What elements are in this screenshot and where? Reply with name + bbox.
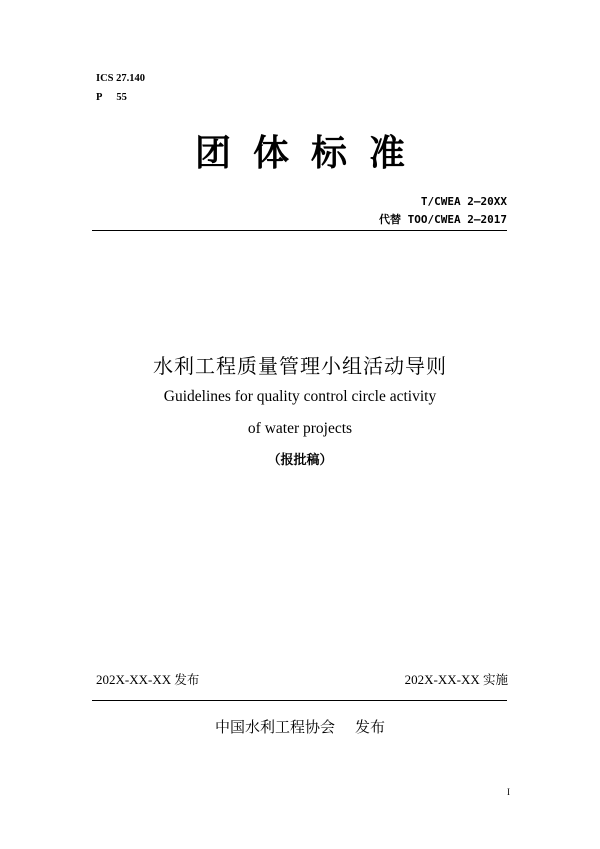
publish-date-value: 202X-XX-XX (96, 672, 172, 687)
document-title-english-line1: Guidelines for quality control circle activity (163, 388, 437, 405)
classification-label: P (96, 92, 103, 103)
standard-type-heading: 团体标准 (194, 132, 427, 174)
page-number: I (507, 787, 510, 797)
implement-date-value: 202X-XX-XX (404, 672, 480, 687)
publish-date-label: 发布 (174, 672, 200, 687)
publisher-organization: 中国水利工程协会 (214, 718, 335, 736)
classification-code (96, 91, 127, 104)
ics-code: ICS 27.140 (96, 73, 146, 84)
classification-value: 55 (116, 92, 127, 103)
implement-date (405, 671, 508, 689)
implement-date-label: 实施 (482, 672, 508, 687)
top-divider (92, 230, 507, 231)
document-title-english-line2: of water projects (247, 420, 353, 437)
document-title-chinese: 水利工程质量管理小组活动导则 (153, 354, 447, 378)
draft-status: （报批稿） (267, 453, 333, 468)
publisher-action: 发布 (355, 718, 386, 736)
standard-code: T/CWEA 2—20XX (420, 195, 507, 208)
publisher-line (0, 716, 600, 738)
bottom-divider (92, 700, 507, 701)
replaces-standard: 代替 TOO/CWEA 2—2017 (379, 213, 507, 226)
publish-date (96, 671, 199, 689)
